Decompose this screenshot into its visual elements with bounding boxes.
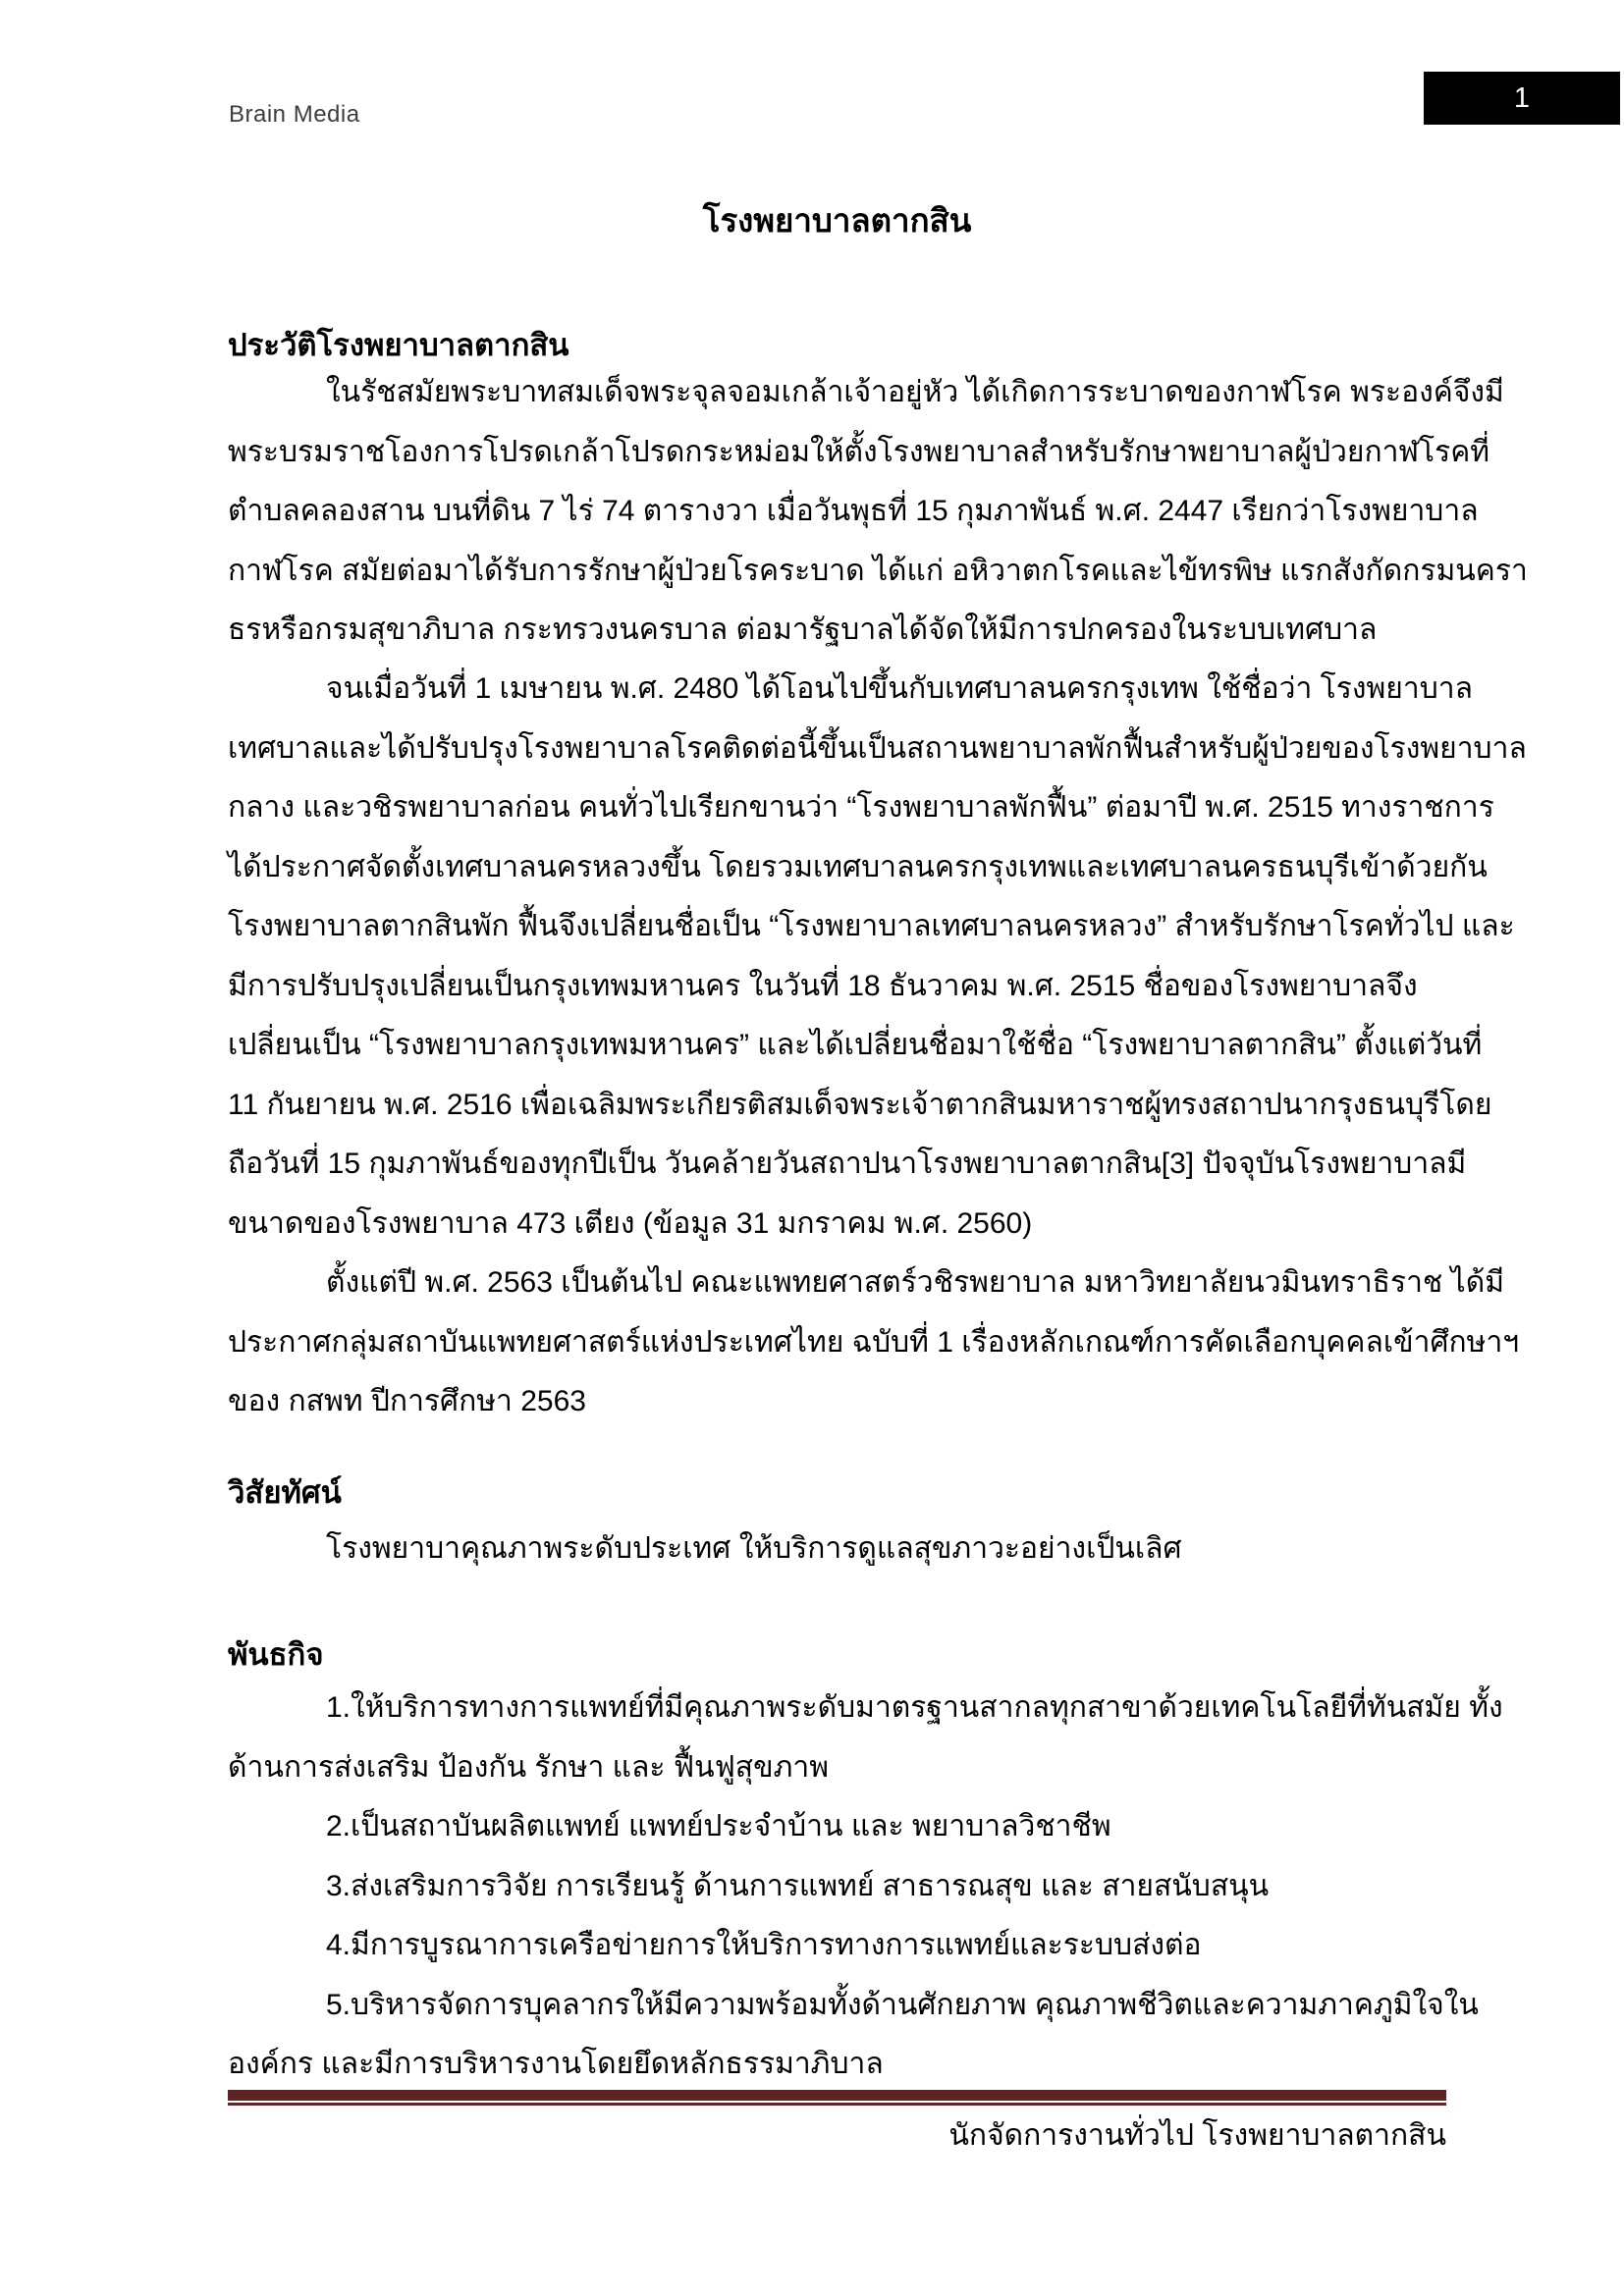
vision-heading: วิสัยทัศน์	[228, 1475, 342, 1510]
footer-rule-thin	[228, 2103, 1446, 2106]
paragraph-line: จนเมื่อวันที่ 1 เมษายน พ.ศ. 2480 ได้โอนไปขึ้นกับเทศบาลนครกรุงเทพ ใช้ชื่อว่า โรงพยาบาล	[326, 672, 1474, 705]
paragraph-line: เทศบาลและได้ปรับปรุงโรงพยาบาลโรคติดต่อนี้ขึ้นเป็นสถานพยาบาลพักฟื้นสำหรับผู้ป่วยของโรงพยาบาล	[228, 731, 1527, 765]
paragraph-line: กลาง และวชิรพยาบาลก่อน คนทั่วไปเรียกขานว่า “โรงพยาบาลพักฟื้น” ต่อมาปี พ.ศ. 2515 ทางราชการ	[228, 791, 1494, 824]
vision-paragraph	[228, 1520, 1485, 1579]
history-paragraph-1	[228, 363, 1528, 661]
paragraph-line: ในรัชสมัยพระบาทสมเด็จพระจุลจอมเกล้าเจ้าอยู่หัว ได้เกิดการระบาดของกาฬโรค พระองค์จึงมี	[326, 376, 1504, 408]
paragraph-line: กาฬโรค สมัยต่อมาได้รับการรักษาผู้ป่วยโรคระบาด ได้แก่ อหิวาตกโรคและไข้ทรพิษ แรกสังกัดกรมนครา	[228, 554, 1528, 587]
paragraph-line: โรงพยาบาคุณภาพระดับประเทศ ให้บริการดูแลสุขภาวะอย่างเป็นเลิศ	[326, 1532, 1182, 1565]
document-title: โรงพยาบาลตากสิน	[702, 202, 972, 239]
mission-list	[228, 1679, 1503, 2095]
history-paragraph-2	[228, 660, 1527, 1254]
paragraph-line: 11 กันยายน พ.ศ. 2516 เพื่อเฉลิมพระเกียรติสมเด็จพระเจ้าตากสินมหาราชผู้ทรงสถาปนากรุงธนบุรีโดย	[228, 1088, 1492, 1121]
mission-heading: พันธกิจ	[228, 1637, 324, 1672]
paragraph-line: เปลี่ยนเป็น “โรงพยาบาลกรุงเทพมหานคร” และได้เปลี่ยนชื่อมาใช้ชื่อ “โรงพยาบาลตากสิน” ตั้งแต่วันที่	[228, 1029, 1483, 1061]
footer-rule-thick	[228, 2090, 1446, 2101]
paragraph-line: โรงพยาบาลตากสินพัก ฟื้นจึงเปลี่ยนชื่อเป็น “โรงพยาบาลเทศบาลนครหลวง” สำหรับรักษาโรคทั่วไป และ	[228, 910, 1515, 942]
paragraph-line: พระบรมราชโองการโปรดเกล้าโปรดกระหม่อมให้ตั้งโรงพยาบาลสำหรับรักษาพยาบาลผู้ป่วยกาฬโรคที่	[228, 435, 1490, 468]
paragraph-line: ของ กสพท ปีการศึกษา 2563	[228, 1385, 586, 1417]
footer-text: นักจัดการงานทั่วไป โรงพยาบาลตากสิน	[948, 2119, 1446, 2152]
mission-item-line: 2.เป็นสถาบันผลิตแพทย์ แพทย์ประจำบ้าน และ พยาบาลวิชาชีพ	[326, 1810, 1111, 1842]
paragraph-line: ตั้งแต่ปี พ.ศ. 2563 เป็นต้นไป คณะแพทยศาสตร์วชิรพยาบาล มหาวิทยาลัยนวมินทราธิราช ได้มี	[326, 1266, 1504, 1299]
paragraph-line: ขนาดของโรงพยาบาล 473 เตียง (ข้อมูล 31 มกราคม พ.ศ. 2560)	[228, 1206, 1033, 1240]
history-paragraph-3	[228, 1254, 1520, 1432]
mission-item-line: 1.ให้บริการทางการแพทย์ที่มีคุณภาพระดับมาตรฐานสากลทุกสาขาด้วยเทคโนโลยีที่ทันสมัย ทั้ง	[326, 1691, 1503, 1724]
header-brand: Brain Media	[229, 101, 360, 128]
page-number-badge	[1424, 72, 1620, 125]
paragraph-line: มีการปรับปรุงเปลี่ยนเป็นกรุงเทพมหานคร ในวันที่ 18 ธันวาคม พ.ศ. 2515 ชื่อของโรงพยาบาลจึง	[228, 969, 1418, 1002]
mission-item-line: องค์กร และมีการบริหารงานโดยยึดหลักธรรมาภิบาล	[228, 2048, 884, 2080]
mission-item-line: 3.ส่งเสริมการวิจัย การเรียนรู้ ด้านการแพทย์ สาธารณสุข และ สายสนับสนุน	[326, 1869, 1270, 1902]
page-number: 1	[1513, 81, 1531, 114]
paragraph-line: ตำบลคลองสาน บนที่ดิน 7 ไร่ 74 ตารางวา เมื่อวันพุธที่ 15 กุมภาพันธ์ พ.ศ. 2447 เรียกว่าโรงพยาบาล	[228, 495, 1479, 527]
mission-item-line: 4.มีการบูรณาการเครือข่ายการให้บริการทางการแพทย์และระบบส่งต่อ	[326, 1929, 1202, 1961]
mission-item-line: 5.บริหารจัดการบุคลากรให้มีความพร้อมทั้งด้านศักยภาพ คุณภาพชีวิตและความภาคภูมิใจใน	[326, 1988, 1479, 2021]
paragraph-line: ประกาศกลุ่มสถาบันแพทยศาสตร์แห่งประเทศไทย ฉบับที่ 1 เรื่องหลักเกณฑ์การคัดเลือกบุคคลเข้าศึกษาฯ	[228, 1325, 1520, 1359]
history-heading: ประวัติโรงพยาบาลตากสิน	[228, 328, 569, 362]
mission-item-line: ด้านการส่งเสริม ป้องกัน รักษา และ ฟื้นฟูสุขภาพ	[228, 1750, 830, 1784]
paragraph-line: ธรหรือกรมสุขาภิบาล กระทรวงนครบาล ต่อมารัฐบาลได้จัดให้มีการปกครองในระบบเทศบาล	[228, 614, 1378, 646]
paragraph-line: ได้ประกาศจัดตั้งเทศบาลนครหลวงขึ้น โดยรวมเทศบาลนครกรุงเทพและเทศบาลนครธนบุรีเข้าด้วยกัน	[228, 850, 1488, 883]
paragraph-line: ถือวันที่ 15 กุมภาพันธ์ของทุกปีเป็น วันคล้ายวันสถาปนาโรงพยาบาลตากสิน[3] ปัจจุบันโรงพยาบาลมี	[228, 1148, 1467, 1180]
